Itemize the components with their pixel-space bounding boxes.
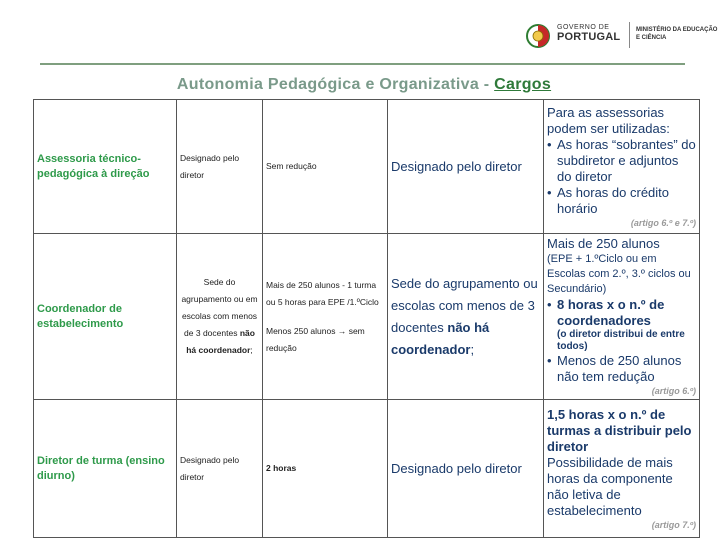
notes-bold: 1,5 horas x o n.º de turmas a distribuir pelo diretor [547, 406, 692, 454]
notes-text: Possibilidade de mais horas da componente não letiva de estabelecimento [547, 454, 673, 518]
government-logo [524, 20, 724, 54]
article-reference: (artigo 6.º e 7.º) [630, 217, 696, 228]
summary-cell [388, 234, 544, 400]
logo-divider [629, 22, 630, 48]
notes-cell [544, 400, 700, 538]
cargo-cell: Diretor de turma (ensino diurno) [34, 400, 177, 538]
bullet-note: (o diretor distribui de entre todos) [557, 329, 685, 352]
designation-cell [177, 234, 263, 400]
list-item: • As horas “sobrantes” do subdiretor e adjuntos do diretor [547, 136, 696, 184]
reduction-under-250: Menos 250 alunos → sem redução [266, 325, 365, 353]
header-rule [40, 63, 685, 65]
article-reference: (artigo 6.º) [651, 386, 696, 396]
cargos-table [33, 99, 700, 538]
ministry-line-2: E CIÊNCIA [636, 35, 667, 41]
bullet-text: 8 horas x o n.º de coordenadores [557, 297, 665, 328]
title-emphasis: Cargos [494, 76, 552, 93]
summary-cell: Designado pelo diretor [388, 400, 544, 538]
summary-bold: não há coordenador [391, 319, 490, 357]
reduction-cell [263, 234, 388, 400]
notes-intro: Mais de 250 alunos [547, 236, 660, 251]
cargo-cell: Coordenador de estabelecimento [34, 234, 177, 400]
page-title [0, 76, 728, 94]
table-row [34, 234, 700, 400]
cargo-cell: Assessoria técnico-pedagógica à direção [34, 100, 177, 234]
designation-cell: Designado pelo diretor [177, 400, 263, 538]
designation-text: Sede do agrupamento ou em escolas com menos de 3 docentes [181, 277, 258, 338]
logo-line-2: PORTUGAL [557, 31, 621, 43]
logo-line-1: GOVERNO DE [557, 24, 610, 31]
article-reference: (artigo 7.º) [651, 519, 696, 530]
portugal-emblem-icon [524, 22, 552, 50]
designation-end: ; [250, 345, 253, 355]
designation-cell: Designado pelo diretor [177, 100, 263, 234]
summary-end: ; [470, 341, 475, 357]
notes-cell [544, 234, 700, 400]
reduction-cell: 2 horas [263, 400, 388, 538]
logo-text-ministry [636, 26, 717, 42]
table-row [34, 100, 700, 234]
notes-cell [544, 100, 700, 234]
notes-subtitle: (EPE + 1.ºCiclo ou em Escolas com 2.º, 3.º ciclos ou Secundário) [547, 253, 691, 295]
reduction-cell: Sem redução [263, 100, 388, 234]
notes-intro: Para as assessorias podem ser utilizadas: [547, 104, 670, 136]
bullet-text: As horas do crédito horário [557, 184, 670, 216]
bullet-text: Menos de 250 alunos não tem redução [557, 353, 682, 384]
ministry-line-1: MINISTÉRIO DA EDUCAÇÃO [636, 27, 718, 33]
list-item: • Menos de 250 alunos não tem redução [547, 353, 696, 385]
list-item: • As horas do crédito horário [547, 185, 696, 217]
bullet-text: As horas “sobrantes” do subdiretor e adjuntos do diretor [557, 136, 696, 184]
reduction-over-250: Mais de 250 alunos - 1 turma ou 5 horas para EPE /1.ºCiclo [266, 279, 379, 307]
list-item: • 8 horas x o n.º de coordenadores (o diretor distribui de entre todos) [547, 297, 696, 353]
designation-bold: não há coordenador [186, 328, 255, 355]
summary-text: Sede do agrupamento ou escolas com menos de 3 docentes [391, 275, 538, 335]
table-row [34, 400, 700, 538]
summary-cell: Designado pelo diretor [388, 100, 544, 234]
title-prefix: Autonomia Pedagógica e Organizativa - [176, 76, 495, 93]
logo-text-government [557, 23, 620, 42]
